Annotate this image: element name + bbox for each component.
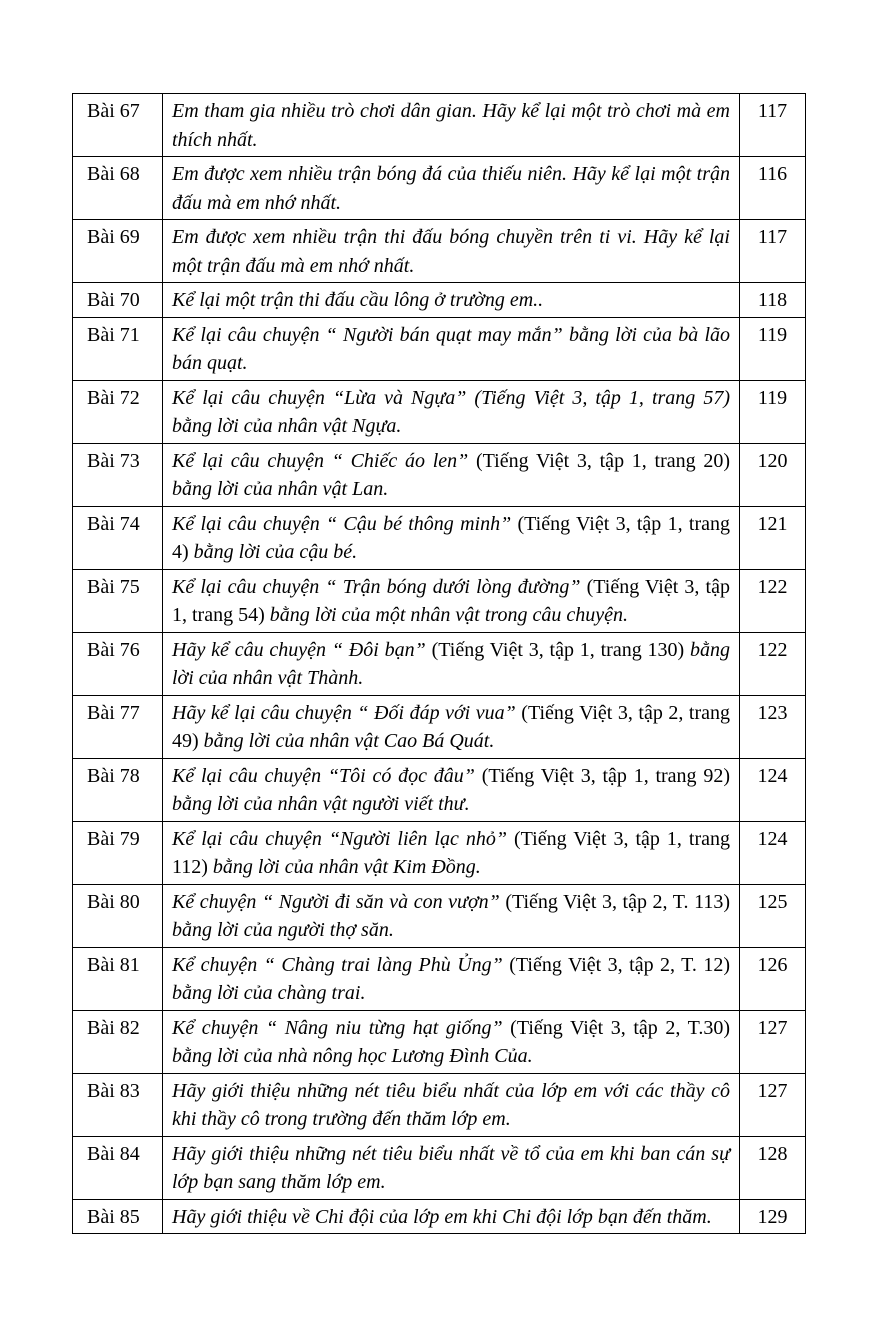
table-row: [73, 695, 806, 758]
lesson-title-segment: (Tiếng Việt 3, tập 1, trang 130): [425, 638, 685, 661]
lesson-title-segment: Em được xem nhiều trận thi đấu bóng chuyền trên ti vi. Hãy kể lại một trận đấu mà em nhớ nhất.: [172, 226, 730, 277]
lesson-title-segment: Kể lại câu chuyện “Tôi có đọc đâu”: [172, 764, 475, 787]
table-row: [73, 1010, 806, 1073]
lesson-title: [163, 1010, 740, 1073]
lesson-number: Bài 84: [73, 1136, 163, 1199]
lesson-title-segment: bằng lời của nhân vật Thành.: [172, 638, 731, 689]
page-number: 124: [740, 821, 806, 884]
lesson-title-segment: bằng lời của nhân vật người viết thư.: [172, 793, 470, 815]
lesson-title: [163, 695, 740, 758]
lesson-title-segment: Kể lại câu chuyện “ Người bán quạt may mắn” bằng lời của bà lão bán quạt.: [172, 323, 730, 374]
lesson-number: Bài 67: [73, 94, 163, 157]
lesson-title-segment: Kể lại câu chuyện “ Trận bóng dưới lòng đường”: [172, 575, 581, 598]
page-number: 116: [740, 157, 806, 220]
lesson-title-segment: bằng lời của nhà nông học Lương Đình Của.: [172, 1045, 533, 1067]
lesson-number: Bài 80: [73, 884, 163, 947]
lesson-title-segment: Kể chuyện “ Người đi săn và con vượn”: [172, 890, 500, 913]
page-number: 117: [740, 94, 806, 157]
lesson-title-segment: (Tiếng Việt 3, tập 1, trang 20): [468, 449, 730, 472]
lesson-title-segment: (Tiếng Việt 3, tập 1, trang 4): [172, 512, 730, 563]
page-number: 127: [740, 1073, 806, 1136]
lesson-number: Bài 73: [73, 443, 163, 506]
lesson-title: [163, 443, 740, 506]
lesson-title: [163, 317, 740, 380]
lesson-title-segment: (Tiếng Việt 3, tập 2, T.30): [502, 1016, 730, 1039]
page-number: 121: [740, 506, 806, 569]
lesson-number: Bài 70: [73, 283, 163, 318]
lesson-title-segment: Em được xem nhiều trận bóng đá của thiếu niên. Hãy kể lại một trận đấu mà em nhớ nhất.: [172, 163, 730, 214]
lesson-number: Bài 74: [73, 506, 163, 569]
table-row: [73, 443, 806, 506]
lesson-title-segment: (Tiếng Việt 3, tập 1, trang 112): [172, 827, 730, 878]
lesson-title: [163, 821, 740, 884]
lesson-title-segment: bằng lời của nhân vật Lan.: [172, 478, 389, 500]
table-row: [73, 821, 806, 884]
lesson-title: [163, 758, 740, 821]
lesson-title-segment: (Tiếng Việt 3, tập 1, trang 54): [172, 575, 730, 626]
lesson-title-segment: Kể lại câu chuyện “ Chiếc áo len”: [172, 449, 469, 472]
table-row: [73, 758, 806, 821]
lesson-number: Bài 76: [73, 632, 163, 695]
table-row: [73, 632, 806, 695]
lesson-number: Bài 81: [73, 947, 163, 1010]
lesson-number: Bài 68: [73, 157, 163, 220]
lesson-title: [163, 632, 740, 695]
lesson-number: Bài 78: [73, 758, 163, 821]
table-row: [73, 283, 806, 318]
table-row: [73, 1199, 806, 1234]
lesson-title: [163, 1073, 740, 1136]
lesson-title-segment: Kể chuyện “ Chàng trai làng Phù Ủng”: [172, 953, 503, 976]
lesson-title: [163, 94, 740, 157]
lesson-title-segment: (Tiếng Việt 3, tập 1, trang 92): [474, 764, 730, 787]
lesson-title-segment: Hãy giới thiệu những nét tiêu biểu nhất về tổ của em khi ban cán sự lớp bạn sang thăm lớp em.: [172, 1142, 730, 1193]
lesson-number: Bài 85: [73, 1199, 163, 1234]
lesson-title: [163, 506, 740, 569]
table-row: [73, 157, 806, 220]
page-number: 124: [740, 758, 806, 821]
lesson-number: Bài 72: [73, 380, 163, 443]
lesson-title: [163, 157, 740, 220]
table-row: [73, 569, 806, 632]
lesson-number: Bài 82: [73, 1010, 163, 1073]
table-row: [73, 380, 806, 443]
table-row: [73, 947, 806, 1010]
lesson-title: [163, 220, 740, 283]
table-row: [73, 1073, 806, 1136]
lesson-number: Bài 71: [73, 317, 163, 380]
lesson-title-segment: bằng lời của cậu bé.: [188, 541, 358, 563]
lesson-title-segment: (Tiếng Việt 3, tập 2, T. 113): [499, 890, 730, 913]
lesson-title-segment: Kể lại câu chuyện “Người liên lạc nhỏ”: [172, 827, 507, 850]
lesson-title: [163, 569, 740, 632]
lesson-title-segment: bằng lời của nhân vật Cao Bá Quát.: [198, 730, 495, 752]
table-row: [73, 1136, 806, 1199]
table-row: [73, 317, 806, 380]
lesson-title-segment: Kể lại câu chuyện “Lừa và Ngựa” (Tiếng Việt 3, tập 1, trang 57) bằng lời của nhân vật Ngựa.: [172, 386, 730, 437]
lesson-title-segment: Kể lại câu chuyện “ Cậu bé thông minh”: [172, 512, 512, 535]
table-row: [73, 94, 806, 157]
page-number: 129: [740, 1199, 806, 1234]
page-number: 118: [740, 283, 806, 318]
lesson-number: Bài 79: [73, 821, 163, 884]
lesson-number: Bài 77: [73, 695, 163, 758]
lesson-title-segment: (Tiếng Việt 3, tập 2, T. 12): [502, 953, 730, 976]
page-number: 119: [740, 380, 806, 443]
lesson-title: [163, 947, 740, 1010]
page-number: 122: [740, 632, 806, 695]
page-number: 123: [740, 695, 806, 758]
lesson-title: [163, 1199, 740, 1234]
lesson-title-segment: (Tiếng Việt 3, tập 2, trang 49): [172, 701, 730, 752]
lesson-title-segment: Kể lại một trận thi đấu cầu lông ở trường em..: [172, 289, 544, 311]
table-row: [73, 506, 806, 569]
lesson-title: [163, 283, 740, 318]
page-number: 128: [740, 1136, 806, 1199]
lesson-title: [163, 380, 740, 443]
lesson-title-segment: Hãy giới thiệu về Chi đội của lớp em khi Chi đội lớp bạn đến thăm.: [172, 1205, 712, 1228]
lesson-title-segment: bằng lời của người thợ săn.: [172, 919, 394, 941]
table-row: [73, 220, 806, 283]
table-of-contents: [72, 93, 806, 1234]
lesson-title-segment: Em tham gia nhiều trò chơi dân gian. Hãy kể lại một trò chơi mà em thích nhất.: [172, 100, 730, 151]
lesson-title-segment: Hãy kể lại câu chuyện “ Đối đáp với vua”: [172, 701, 516, 724]
lesson-title-segment: bằng lời của chàng trai.: [172, 982, 366, 1004]
lesson-number: Bài 83: [73, 1073, 163, 1136]
page-number: 120: [740, 443, 806, 506]
lesson-title: [163, 1136, 740, 1199]
lesson-number: Bài 75: [73, 569, 163, 632]
table-row: [73, 884, 806, 947]
lesson-title-segment: bằng lời của nhân vật Kim Đồng.: [207, 856, 481, 878]
lesson-title-segment: Kể chuyện “ Nâng niu từng hạt giống”: [172, 1016, 503, 1039]
page-number: 126: [740, 947, 806, 1010]
lesson-number: Bài 69: [73, 220, 163, 283]
page-number: 122: [740, 569, 806, 632]
lesson-title-segment: Hãy kể câu chuyện “ Đôi bạn”: [172, 638, 426, 661]
page-number: 127: [740, 1010, 806, 1073]
lesson-title: [163, 884, 740, 947]
lesson-title-segment: Hãy giới thiệu những nét tiêu biểu nhất của lớp em với các thầy cô khi thầy cô trong trường đến thăm lớp em.: [172, 1079, 730, 1130]
page-number: 119: [740, 317, 806, 380]
page-number: 125: [740, 884, 806, 947]
lesson-title-segment: bằng lời của một nhân vật trong câu chuyện.: [264, 604, 628, 626]
page-number: 117: [740, 220, 806, 283]
toc-body: [73, 94, 806, 1234]
